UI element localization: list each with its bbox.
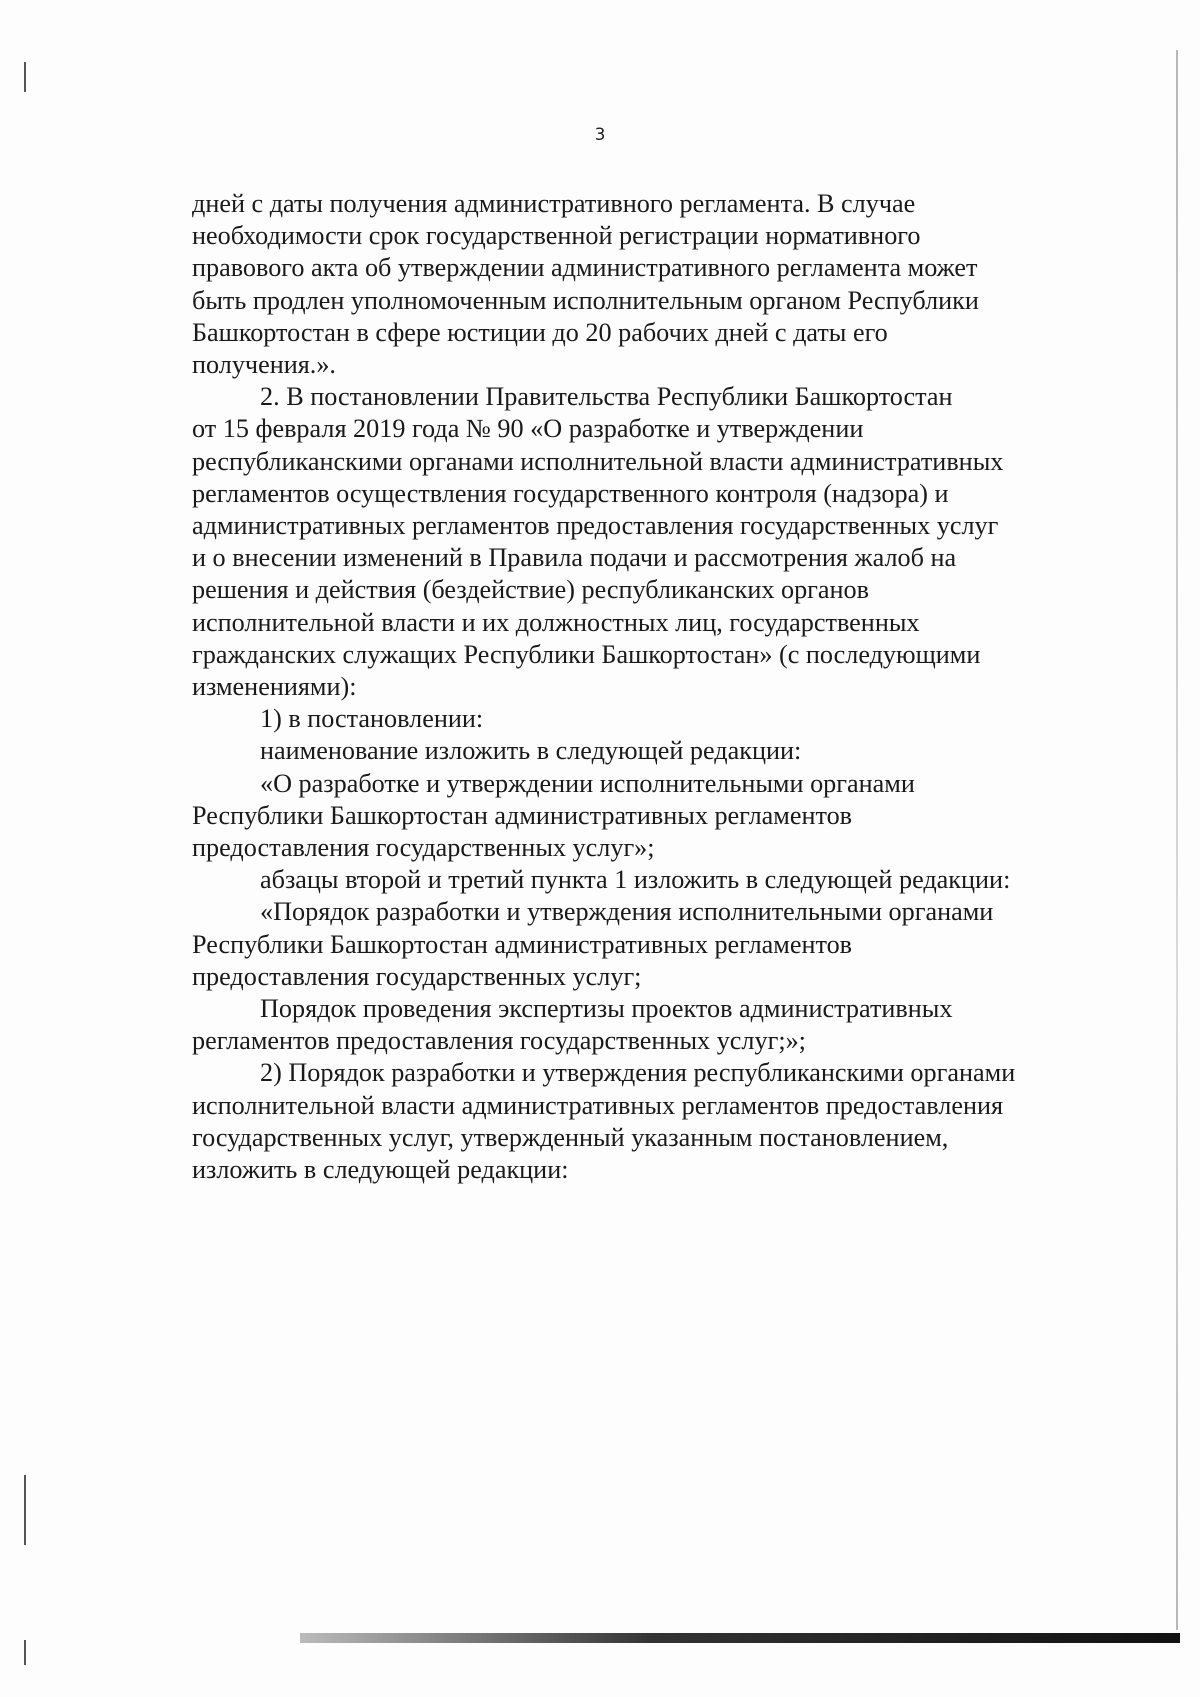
text-line: Республики Башкортостан административных регламентов [192, 800, 853, 830]
text-line: исполнительной власти административных регламентов предоставления [192, 1090, 1004, 1120]
text-line: «О разработке и утверждении исполнительными органами [260, 768, 915, 798]
paragraph-title-edit [192, 735, 1100, 767]
text-line: «Порядок разработки и утверждения исполнительными органами [260, 897, 994, 927]
paragraph-procedure-1 [192, 896, 1100, 993]
text-line: административных регламентов предоставления государственных услуг [192, 511, 999, 541]
text-line: быть продлен уполномоченным исполнительным органом Республики [192, 285, 979, 315]
paragraph-paragraphs-edit [192, 864, 1100, 896]
text-line: необходимости срок государственной регистрации нормативного [192, 221, 921, 251]
text-line: получения.». [192, 350, 336, 380]
text-line: Башкортостан в сфере юстиции до 20 рабочих дней с даты его [192, 317, 888, 347]
text-line: изменениями): [192, 672, 357, 702]
text-line: 2. В постановлении Правительства Республики Башкортостан [260, 382, 953, 412]
text-line: предоставления государственных услуг»; [192, 833, 655, 863]
text-line: Порядок проведения экспертизы проектов административных [260, 994, 953, 1024]
paragraph-item-2 [192, 381, 1100, 703]
text-line: государственных услуг, утвержденный указанным постановлением, [192, 1122, 949, 1152]
scan-edge-shadow [1176, 50, 1178, 1630]
text-line: правового акта об утверждении административного регламента может [192, 253, 978, 283]
text-line: 1) в постановлении: [260, 704, 484, 734]
text-line: абзацы второй и третий пункта 1 изложить в следующей редакции: [260, 865, 1011, 895]
document-body [192, 188, 1100, 1186]
paragraph-sub-1 [192, 703, 1100, 735]
text-line: и о внесении изменений в Правила подачи и рассмотрения жалоб на [192, 543, 957, 573]
paragraph-sub-2 [192, 1057, 1100, 1186]
paragraph-continuation [192, 188, 1100, 381]
scan-bottom-shadow [300, 1633, 1180, 1643]
text-line: решения и действия (бездействие) республиканских органов [192, 575, 869, 605]
text-line: регламентов осуществления государственного контроля (надзора) и [192, 478, 949, 508]
page-number: 3 [594, 125, 606, 145]
scan-edge-mark [24, 1640, 26, 1665]
text-line: предоставления государственных услуг; [192, 961, 642, 991]
text-line: дней с даты получения административного регламента. В случае [192, 189, 916, 218]
text-line: исполнительной власти и их должностных лиц, государственных [192, 607, 920, 637]
scan-edge-mark [24, 1475, 26, 1545]
paragraph-procedure-2 [192, 993, 1100, 1057]
scan-edge-mark [24, 62, 26, 92]
text-line: 2) Порядок разработки и утверждения республиканскими органами [260, 1058, 1016, 1088]
text-line: наименование изложить в следующей редакции: [260, 736, 802, 766]
paragraph-new-title [192, 768, 1100, 865]
text-line: регламентов предоставления государственных услуг;»; [192, 1026, 806, 1056]
text-line: Республики Башкортостан административных регламентов [192, 929, 853, 959]
text-line: республиканскими органами исполнительной власти административных [192, 446, 1004, 476]
text-line: от 15 февраля 2019 года № 90 «О разработке и утверждении [192, 414, 864, 444]
text-line: изложить в следующей редакции: [192, 1155, 569, 1185]
text-line: гражданских служащих Республики Башкортостан» (с последующими [192, 639, 981, 669]
